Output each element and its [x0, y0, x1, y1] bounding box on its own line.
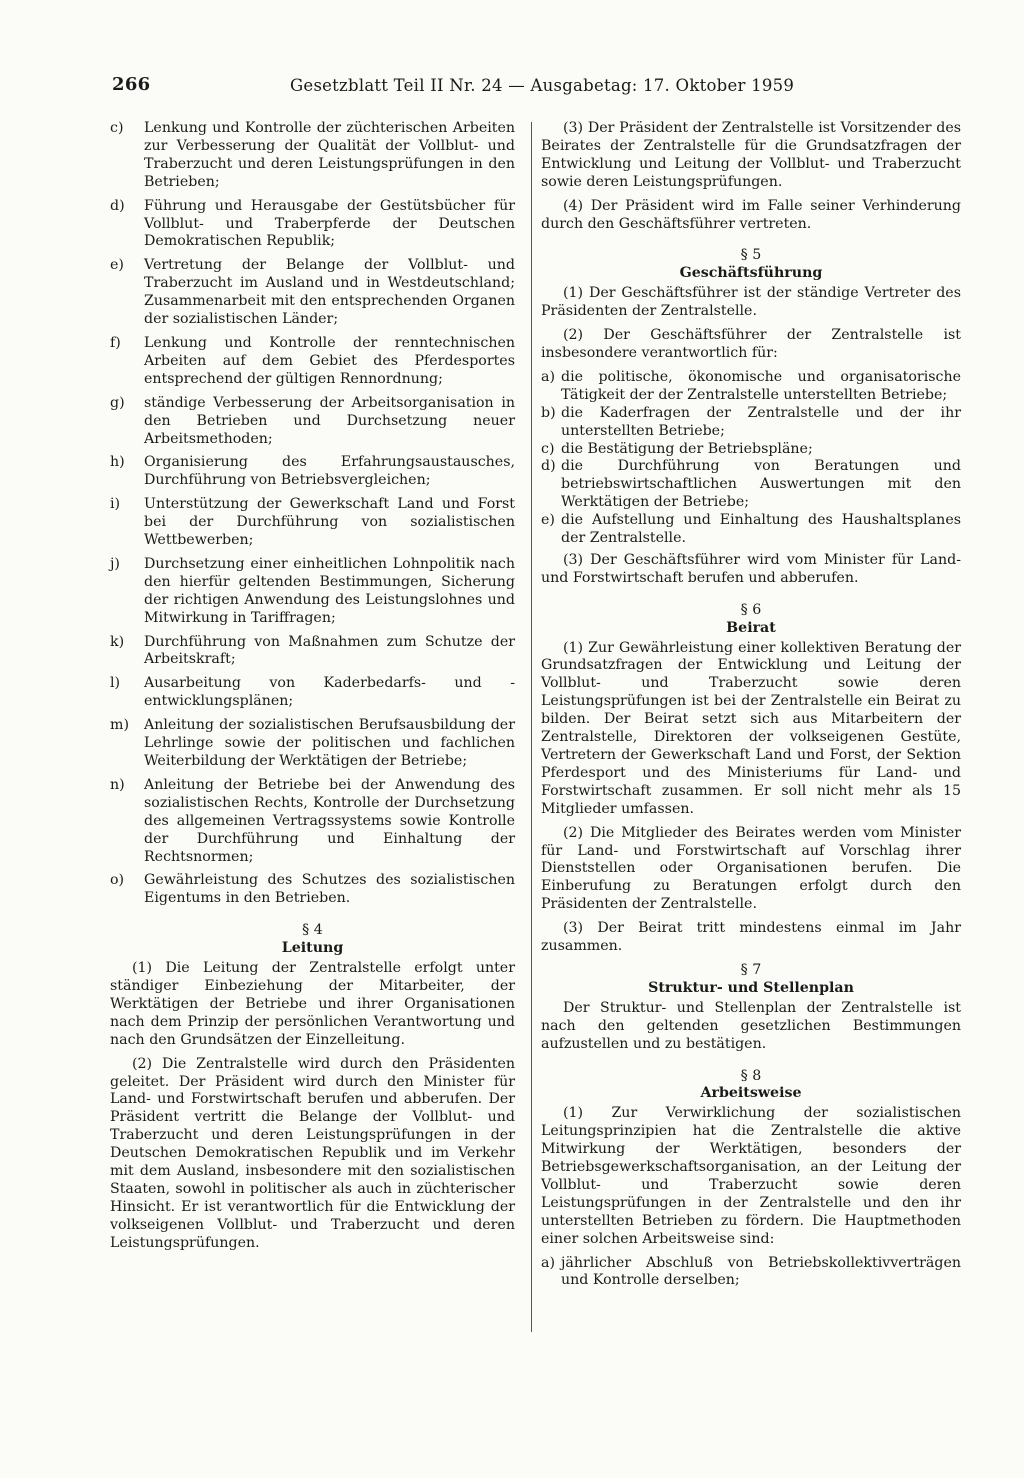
paragraph: (3) Der Präsident der Zentralstelle ist Vorsitzender des Beirates der Zentralstelle für die Grundsatzfragen der Entwicklung und Leitung der Vollblut- und Traberzucht sowie deren Leistungsprüfungen. [541, 120, 961, 190]
list-label: c) [110, 120, 124, 136]
list-text: die Aufstellung und Einhaltung des Haushaltsplanes der Zentralstelle. [561, 512, 961, 547]
list-label: d) [541, 458, 556, 475]
list-label: a) [541, 368, 555, 385]
list-label: b) [541, 404, 556, 421]
list-label: e) [110, 257, 124, 274]
list-text: die politische, ökonomische und organisatorische Tätigkeit der der Zentralstelle unterstellten Betriebe; [561, 368, 961, 403]
list-text: Vertretung der Belange der Vollblut- und Traberzucht im Ausland und in Westdeutschland; Zusammenarbeit mit den entsprechenden Organen der sozialistischen Länder; [144, 257, 515, 328]
list-text: Gewährleistung des Schutzes des sozialistischen Eigentums in den Betrieben. [144, 872, 515, 907]
paragraph: (2) Die Zentralstelle wird durch den Präsidenten geleitet. Der Präsident wird durch den Minister für Land- und Forstwirtschaft berufen und abberufen. Der Präsident vertritt die Belange der Vollblut- und Traberzucht und deren Leistungsprüfungen in der Deutschen Demokratischen Republik und im Verkehr mit dem Ausland, insbesondere mit den sozialistischen Staaten, sowohl in politischer als auch in züchterischer Hinsicht. Er ist verantwortlich für die Entwicklung der volkseigenen Vollblut- und Traberzucht und deren Leistungsprüfungen. [110, 1055, 515, 1251]
section-title: Beirat [726, 619, 776, 636]
list-text: ständige Verbesserung der Arbeitsorganisation in den Betrieben und Durchsetzung neuer Arbeitsmethoden; [144, 394, 515, 447]
paragraph: (1) Die Leitung der Zentralstelle erfolgt unter ständiger Einbeziehung der Mitarbeiter, der Werktätigen der Betriebe und ihrer Organisationen nach dem Prinzip der persönlichen Verantwortung und nach den Grundsätzen der Einzelleitung. [110, 960, 515, 1048]
list-item [541, 405, 961, 441]
list-text: Anleitung der sozialistischen Berufsausbildung der Lehrlinge sowie der politischen und fachlichen Weiterbildung der Werktätigen der Betriebe; [144, 717, 515, 769]
right-column [541, 120, 961, 1290]
list-item [541, 441, 961, 459]
left-column [110, 120, 515, 1259]
list-item [110, 120, 515, 192]
list-item [110, 454, 515, 490]
list-item [541, 369, 961, 405]
list-item [110, 257, 515, 329]
paragraph: (1) Zur Verwirklichung der sozialistischen Leitungsprinzipien hat die Zentralstelle die aktive Mitwirkung der Werktätigen, besonders der Betriebsgewerkschaftsorganisation, an der Leitung der Vollblut- und Traberzucht sowie deren Leistungsprüfungen in der Zentralstelle und den ihr unterstellten Betrieben zu fördern. Die Hauptmethoden einer solchen Arbeitsweise sind: [541, 1105, 961, 1247]
list-item [541, 1255, 961, 1291]
list-label: h) [110, 454, 125, 471]
column-divider [531, 122, 532, 1332]
list-item [110, 777, 515, 867]
list-label: i) [110, 496, 121, 513]
list-label: e) [541, 512, 555, 529]
list-label: g) [110, 394, 125, 411]
list-label: m) [110, 717, 129, 734]
section-number: § 7 [740, 961, 762, 978]
list-text: Organisierung des Erfahrungsaustausches, Durchführung von Betriebsvergleichen; [144, 454, 515, 489]
list-label: f) [110, 334, 121, 351]
list-label: c) [541, 440, 555, 457]
list-label: n) [110, 776, 125, 793]
list-text: Lenkung und Kontrolle der züchterischen Arbeiten zur Verbesserung der Qualität der Vollblut- und Traberzucht und deren Leistungsprüfungen in den Betrieben; [144, 120, 515, 190]
page-header [0, 74, 1024, 104]
list-text: Durchführung von Maßnahmen zum Schutze der Arbeitskraft; [144, 633, 515, 668]
list-label: o) [110, 872, 125, 889]
section-title: Arbeitsweise [700, 1085, 802, 1102]
list-text: Lenkung und Kontrolle der renntechnischen Arbeiten auf dem Gebiet des Pferdesportes entsprechend der gültigen Rennordnung; [144, 334, 515, 387]
list-label: l) [110, 675, 121, 692]
list-text: Ausarbeitung von Kaderbedarfs- und -entwicklungsplänen; [144, 675, 515, 710]
section-number: § 5 [740, 247, 762, 264]
list-text: die Bestätigung der Betriebspläne; [561, 440, 813, 457]
list-item [541, 512, 961, 548]
list-label: k) [110, 633, 125, 650]
section-title: Struktur- und Stellenplan [648, 979, 854, 996]
list-label: a) [541, 1254, 555, 1271]
paragraph: (1) Der Geschäftsführer ist der ständige Vertreter des Präsidenten der Zentralstelle. [541, 285, 961, 320]
paragraph: (4) Der Präsident wird im Falle seiner Verhinderung durch den Geschäftsführer vertreten. [541, 197, 961, 232]
paragraph: (1) Zur Gewährleistung einer kollektiven Beratung der Grundsatzfragen der Entwicklung und Leitung der Vollblut- und Traberzucht sowie deren Leistungsprüfungen ist bei der Zentralstelle ein Beirat zu bilden. Der Beirat setzt sich aus Mitarbeitern der Zentralstelle, Direktoren der volkseigenen Gestüte, Vertretern der Gewerkschaft Land und Forst, der Sektion Pferdesport und des Ministeriums für Land- und Forstwirtschaft zusammen. Er soll nicht mehr als 15 Mitglieder umfassen. [541, 639, 961, 817]
list-text: die Kaderfragen der Zentralstelle und der ihr unterstellten Betriebe; [561, 404, 961, 439]
section-number: § 8 [740, 1067, 762, 1084]
list-item [110, 872, 515, 908]
paragraph: (3) Der Geschäftsführer wird vom Minister für Land- und Forstwirtschaft berufen und abberufen. [541, 551, 961, 586]
list-label: j) [110, 555, 120, 572]
list-item [110, 198, 515, 252]
paragraph: (2) Der Geschäftsführer der Zentralstelle ist insbesondere verantwortlich für: [541, 327, 961, 361]
list-text: jährlicher Abschluß von Betriebskollektivverträgen und Kontrolle derselben; [561, 1254, 961, 1289]
list-item [110, 717, 515, 771]
paragraph: Der Struktur- und Stellenplan der Zentralstelle ist nach den geltenden gesetzlichen Bestimmungen aufzustellen und zu bestätigen. [541, 999, 961, 1052]
section-number: § 4 [302, 922, 323, 939]
section-title: Geschäftsführung [679, 265, 823, 282]
list-text: Durchsetzung einer einheitlichen Lohnpolitik nach den hierfür geltenden Bestimmungen, Sicherung der richtigen Anwendung des Leistungslohnes und Mitwirkung in Tariffragen; [144, 555, 515, 626]
list-item [541, 458, 961, 512]
list-item [110, 634, 515, 670]
list-item [110, 395, 515, 449]
list-item [110, 675, 515, 711]
running-title: Gesetzblatt Teil II Nr. 24 — Ausgabetag: 17. Oktober 1959 [290, 76, 795, 95]
list-text: Anleitung der Betriebe bei der Anwendung des sozialistischen Rechts, Kontrolle der Durchsetzung des allgemeinen Vertragssystems sowie Kontrolle der Durchführung und Einhaltung der Rechtsnormen; [144, 776, 515, 865]
paragraph: (2) Die Mitglieder des Beirates werden vom Minister für Land- und Forstwirtschaft auf Vorschlag ihrer Dienststellen oder Organisationen berufen. Die Einberufung zu Beratungen erfolgt durch den Präsidenten der Zentralstelle. [541, 824, 961, 913]
list-text: Führung und Herausgabe der Gestütsbücher für Vollblut- und Traberpferde der Deutschen Demokratischen Republik; [144, 197, 515, 250]
list-text: die Durchführung von Beratungen und betriebswirtschaftlichen Auswertungen mit den Werktätigen der Betriebe; [561, 458, 961, 511]
list-item [110, 556, 515, 628]
paragraph: (3) Der Beirat tritt mindestens einmal im Jahr zusammen. [541, 920, 961, 955]
list-text: Unterstützung der Gewerkschaft Land und Forst bei der Durchführung von sozialistischen Wettbewerben; [144, 496, 515, 549]
list-item [110, 496, 515, 550]
list-item [110, 335, 515, 389]
section-title: Leitung [281, 940, 344, 957]
list-label: d) [110, 197, 125, 214]
section-number: § 6 [740, 601, 762, 618]
page-number: 266 [112, 74, 151, 95]
